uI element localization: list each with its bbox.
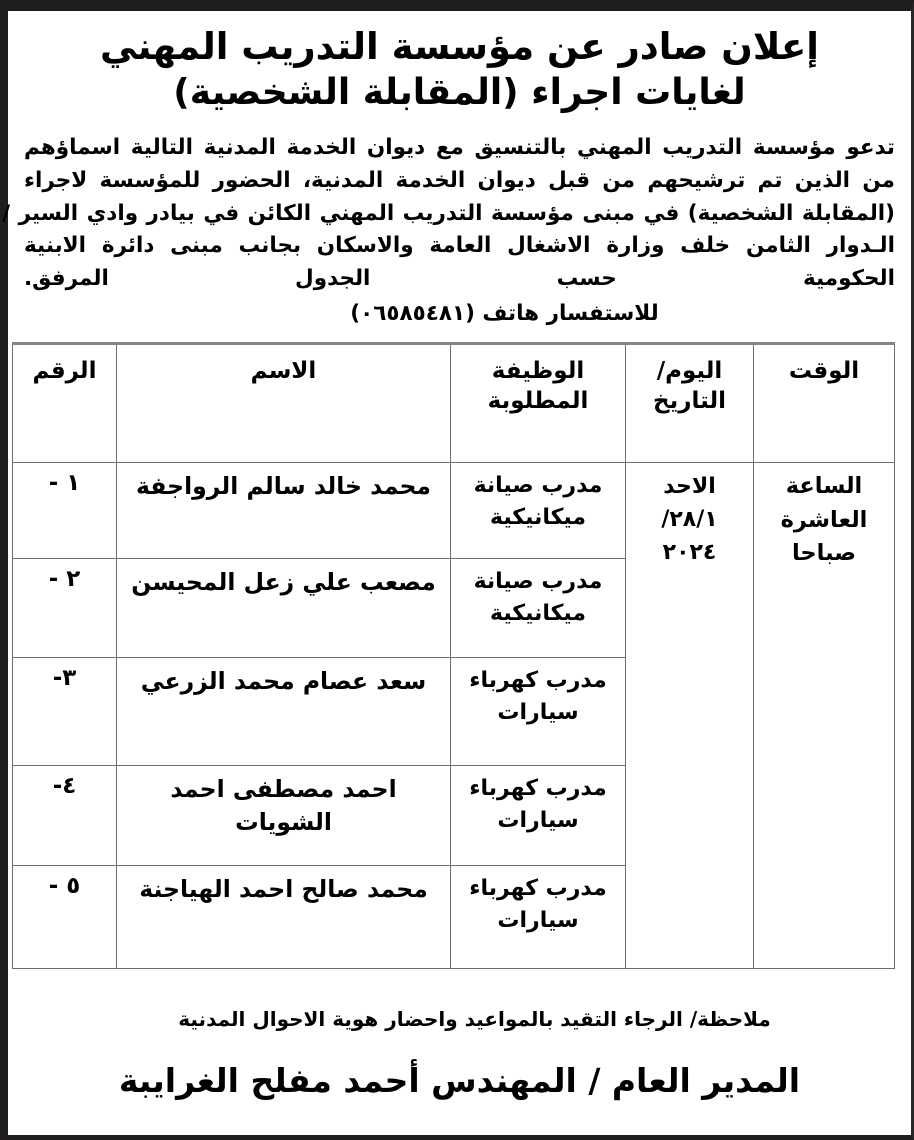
cell-name: محمد خالد سالم الرواجفة — [117, 462, 451, 558]
body-line-1: تدعو مؤسسة التدريب المهني بالتنسيق مع ديوان الخدمة المدنية التالية اسماؤهم — [24, 135, 895, 161]
cell-name: احمد مصطفى احمد الشويات — [117, 765, 451, 865]
footer-note: ملاحظة/ الرجاء التقيد بالمواعيد واحضار هوية الاحوال المدنية — [178, 1006, 771, 1031]
body-line-5: الحكومية حسب الجدول المرفق. — [24, 266, 895, 292]
cell-job: مدرب كهرباء سيارات — [451, 865, 626, 968]
cell-job: مدرب كهرباء سيارات — [451, 765, 626, 865]
cell-name: مصعب علي زعل المحيسن — [117, 558, 451, 657]
column-header-time: الوقت — [754, 343, 895, 462]
cell-number: ١ - — [13, 462, 117, 558]
page-title — [22, 17, 897, 118]
column-header-number: الرقم — [13, 343, 117, 462]
table-row — [13, 462, 895, 558]
cell-number: ٣- — [13, 657, 117, 765]
column-header-name: الاسم — [117, 343, 451, 462]
body-line-3: (المقابلة الشخصية) في مبنى مؤسسة التدريب المهني الكائن في بيادر وادي السير / — [2, 200, 895, 226]
body-line-2: من الذين تم ترشيحهم من قبل ديوان الخدمة المدنية، الحضور للمؤسسة لاجراء — [24, 168, 895, 194]
poster-inner — [2, 11, 911, 1135]
interview-schedule-table — [12, 342, 895, 969]
cell-name: سعد عصام محمد الزرعي — [117, 657, 451, 765]
table-header — [13, 343, 895, 462]
cell-job: مدرب صيانة ميكانيكية — [451, 462, 626, 558]
schedule-table-wrapper — [22, 342, 897, 969]
signature-line: المدير العام / المهندس أحمد مفلح الغرايبة — [118, 1060, 801, 1100]
announcement-body — [2, 132, 895, 295]
cell-job: مدرب صيانة ميكانيكية — [451, 558, 626, 657]
cell-number: ٢ - — [13, 558, 117, 657]
table-body — [13, 462, 895, 968]
table-header-row — [13, 343, 895, 462]
cell-day-date: الاحد ٢٨/١/ ٢٠٢٤ — [626, 462, 754, 968]
cell-number: ٥ - — [13, 865, 117, 968]
cell-name: محمد صالح احمد الهياجنة — [117, 865, 451, 968]
headline-line-2: لغايات اجراء (المقابلة الشخصية) — [173, 72, 746, 114]
cell-number: ٤- — [13, 765, 117, 865]
headline-line-1: إعلان صادر عن مؤسسة التدريب المهني — [100, 25, 819, 68]
contact-phone-line: للاستفسار هاتف (٠٦٥٨٥٤٨١) — [350, 300, 659, 326]
column-header-day-date: اليوم/ التاريخ — [626, 343, 754, 462]
cell-job: مدرب كهرباء سيارات — [451, 657, 626, 765]
cell-time: الساعة العاشرة صباحا — [754, 462, 895, 968]
column-header-job: الوظيفة المطلوبة — [451, 343, 626, 462]
body-line-4: الـدوار الثامن خلف وزارة الاشغال العامة والاسكان بجانب مبنى دائرة الابنية — [24, 233, 895, 259]
